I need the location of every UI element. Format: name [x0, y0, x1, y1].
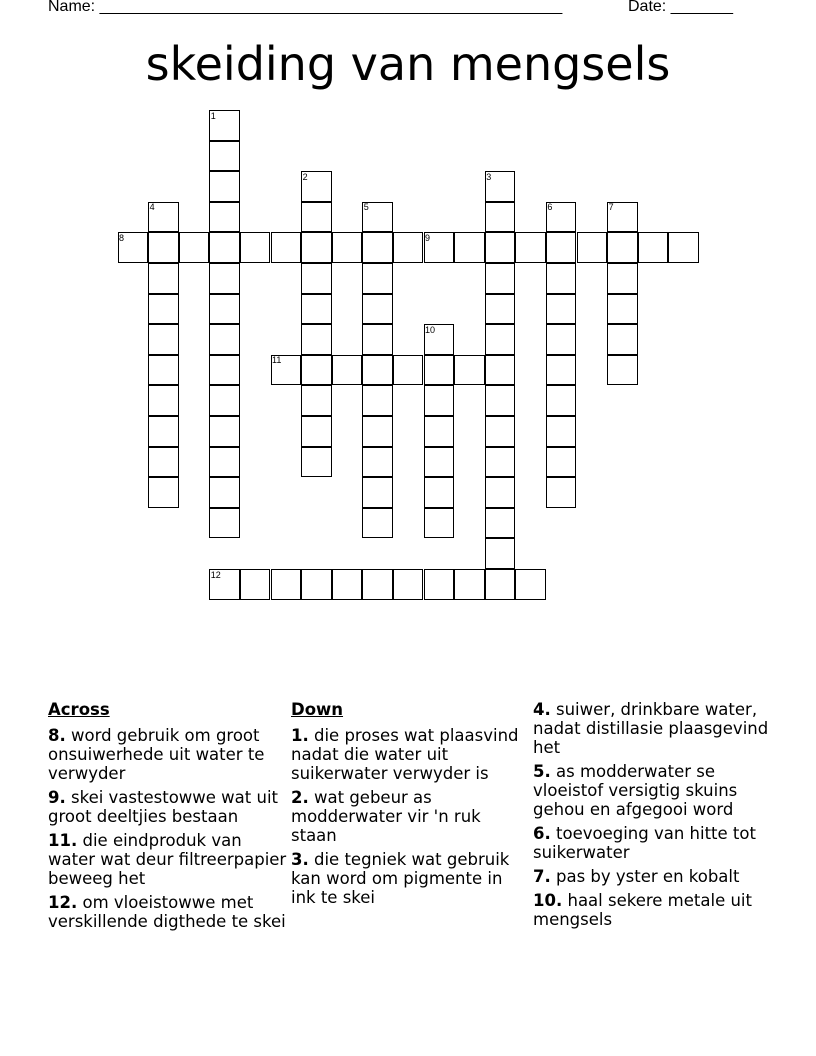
- clue-text: om vloeistowwe met verskillende digthede te skei: [48, 893, 286, 931]
- grid-cell[interactable]: [607, 324, 638, 355]
- grid-cell[interactable]: [454, 232, 485, 263]
- grid-cell[interactable]: [362, 508, 393, 539]
- clues-column-1: [48, 700, 288, 936]
- grid-cell[interactable]: [362, 447, 393, 478]
- grid-cell[interactable]: [424, 385, 455, 416]
- grid-cell[interactable]: [424, 508, 455, 539]
- clue-text: die tegniek wat gebruik kan word om pigmente in ink te skei: [291, 850, 510, 907]
- grid-cell[interactable]: [515, 569, 546, 600]
- clue-number: 9: [425, 232, 431, 243]
- grid-cell[interactable]: [301, 416, 332, 447]
- clue-text: pas by yster en kobalt: [556, 867, 740, 886]
- clue: [291, 788, 531, 845]
- grid-cell[interactable]: [148, 294, 179, 325]
- grid-cell[interactable]: [332, 232, 363, 263]
- clue-number: 8.: [48, 726, 66, 745]
- clue-number: 2.: [291, 788, 309, 807]
- clue-number: 1: [210, 110, 216, 121]
- clue: [533, 867, 773, 886]
- grid-cell[interactable]: [485, 294, 516, 325]
- grid-cell[interactable]: [362, 232, 393, 263]
- grid-cell[interactable]: [148, 324, 179, 355]
- clue-number: 4: [149, 202, 155, 213]
- grid-cell[interactable]: [301, 569, 332, 600]
- grid-cell[interactable]: [546, 385, 577, 416]
- clue-text: wat gebeur as modderwater vir 'n ruk staan: [291, 788, 481, 845]
- grid-cell[interactable]: [424, 355, 455, 386]
- grid-cell[interactable]: [424, 477, 455, 508]
- grid-cell[interactable]: [148, 263, 179, 294]
- grid-cell[interactable]: [485, 416, 516, 447]
- clue: [533, 824, 773, 862]
- grid-cell[interactable]: [515, 232, 546, 263]
- grid-cell[interactable]: [209, 508, 240, 539]
- clue-text: word gebruik om groot onsuiwerhede uit water te verwyder: [48, 726, 265, 783]
- grid-cell[interactable]: [546, 355, 577, 386]
- grid-cell[interactable]: [485, 385, 516, 416]
- grid-cell[interactable]: [485, 447, 516, 478]
- grid-cell[interactable]: [362, 294, 393, 325]
- clue-number: 6: [547, 202, 553, 213]
- grid-cell[interactable]: [577, 232, 608, 263]
- puzzle-title: skeiding van mengsels: [145, 37, 671, 91]
- clue-text: die proses wat plaasvind nadat die water uit suikerwater verwyder is: [291, 726, 519, 783]
- grid-cell[interactable]: [301, 263, 332, 294]
- grid-cell[interactable]: [301, 294, 332, 325]
- grid-cell[interactable]: [209, 416, 240, 447]
- grid-cell[interactable]: [301, 385, 332, 416]
- grid-cell[interactable]: [485, 202, 516, 233]
- down-heading: Down: [291, 700, 344, 719]
- grid-cell[interactable]: [271, 569, 302, 600]
- grid-cell[interactable]: [362, 263, 393, 294]
- grid-cell[interactable]: [485, 538, 516, 569]
- grid-cell[interactable]: [638, 232, 669, 263]
- clue-number: 10: [425, 324, 436, 335]
- grid-cell[interactable]: [209, 141, 240, 172]
- clue: [291, 850, 531, 907]
- grid-cell[interactable]: [485, 263, 516, 294]
- grid-cell[interactable]: [332, 569, 363, 600]
- clue-text: toevoeging van hitte tot suikerwater: [533, 824, 756, 862]
- grid-cell[interactable]: [485, 508, 516, 539]
- grid-cell[interactable]: [485, 477, 516, 508]
- grid-cell[interactable]: [301, 447, 332, 478]
- grid-cell[interactable]: [393, 232, 424, 263]
- clue-number: 7.: [533, 867, 551, 886]
- grid-cell[interactable]: [362, 355, 393, 386]
- clue-number: 11.: [48, 831, 78, 850]
- grid-cell[interactable]: [362, 416, 393, 447]
- clue: [533, 762, 773, 819]
- grid-cell[interactable]: [393, 355, 424, 386]
- date-label: Date: _______: [628, 0, 733, 15]
- grid-cell[interactable]: [209, 355, 240, 386]
- grid-cell[interactable]: [301, 202, 332, 233]
- grid-cell[interactable]: [332, 355, 363, 386]
- grid-cell[interactable]: [148, 447, 179, 478]
- grid-cell[interactable]: [485, 569, 516, 600]
- grid-cell[interactable]: [485, 355, 516, 386]
- clue-text: die eindproduk van water wat deur filtreerpapier beweeg het: [48, 831, 287, 888]
- grid-cell[interactable]: [424, 569, 455, 600]
- grid-cell[interactable]: [209, 202, 240, 233]
- grid-cell[interactable]: [148, 477, 179, 508]
- clue: [533, 891, 773, 929]
- grid-cell[interactable]: [362, 569, 393, 600]
- clue-number: 7: [608, 202, 614, 213]
- name-label: Name: ____________________________________________________: [48, 0, 563, 15]
- grid-cell[interactable]: [271, 232, 302, 263]
- clues-column-3: [533, 700, 773, 934]
- grid-cell[interactable]: [362, 477, 393, 508]
- grid-cell[interactable]: [148, 385, 179, 416]
- grid-cell[interactable]: [485, 324, 516, 355]
- clue-number: 2: [302, 171, 308, 182]
- grid-cell[interactable]: [454, 355, 485, 386]
- grid-cell[interactable]: [668, 232, 699, 263]
- clue-number: 4.: [533, 700, 551, 719]
- grid-cell[interactable]: [546, 477, 577, 508]
- grid-cell[interactable]: [607, 263, 638, 294]
- grid-cell[interactable]: [301, 355, 332, 386]
- clue-number: 12.: [48, 893, 78, 912]
- grid-cell[interactable]: [240, 232, 271, 263]
- grid-cell[interactable]: [209, 171, 240, 202]
- grid-cell[interactable]: [179, 232, 210, 263]
- clue: [48, 893, 288, 931]
- grid-cell[interactable]: [209, 447, 240, 478]
- grid-cell[interactable]: [546, 324, 577, 355]
- grid-cell[interactable]: [240, 569, 271, 600]
- clue-number: 8: [119, 232, 125, 243]
- clue: [533, 700, 773, 757]
- grid-cell[interactable]: [209, 294, 240, 325]
- grid-cell[interactable]: [546, 447, 577, 478]
- grid-cell[interactable]: [393, 569, 424, 600]
- grid-cell[interactable]: [546, 416, 577, 447]
- clues-column-2: [291, 700, 531, 912]
- clue-number: 5.: [533, 762, 551, 781]
- grid-cell[interactable]: [607, 232, 638, 263]
- grid-cell[interactable]: [301, 324, 332, 355]
- grid-cell[interactable]: [148, 232, 179, 263]
- clue-number: 10.: [533, 891, 563, 910]
- grid-cell[interactable]: [454, 569, 485, 600]
- grid-cell[interactable]: [209, 385, 240, 416]
- clue-number: 12: [210, 569, 221, 580]
- grid-cell[interactable]: [362, 324, 393, 355]
- grid-cell[interactable]: [362, 385, 393, 416]
- clue-text: haal sekere metale uit mengsels: [533, 891, 752, 929]
- grid-cell[interactable]: [546, 263, 577, 294]
- clue: [48, 726, 288, 783]
- grid-cell[interactable]: [607, 355, 638, 386]
- grid-cell[interactable]: [301, 232, 332, 263]
- clue-number: 3.: [291, 850, 309, 869]
- clue-number: 9.: [48, 788, 66, 807]
- clue-text: skei vastestowwe wat uit groot deeltjies bestaan: [48, 788, 279, 826]
- clue-text: suiwer, drinkbare water, nadat distillasie plaasgevind het: [533, 700, 769, 757]
- clue: [48, 788, 288, 826]
- clue: [291, 726, 531, 783]
- grid-cell[interactable]: [607, 294, 638, 325]
- grid-cell[interactable]: [148, 416, 179, 447]
- grid-cell[interactable]: [485, 232, 516, 263]
- grid-cell[interactable]: [424, 416, 455, 447]
- clue: [48, 831, 288, 888]
- clue-number: 11: [272, 355, 282, 366]
- across-heading: Across: [48, 700, 110, 719]
- grid-cell[interactable]: [209, 324, 240, 355]
- clue-text: as modderwater se vloeistof versigtig skuins gehou en afgegooi word: [533, 762, 738, 819]
- clue-number: 5: [363, 202, 369, 213]
- clue-number: 6.: [533, 824, 551, 843]
- grid-cell[interactable]: [148, 355, 179, 386]
- grid-cell[interactable]: [209, 232, 240, 263]
- grid-cell[interactable]: [209, 477, 240, 508]
- grid-cell[interactable]: [546, 232, 577, 263]
- clue-number: 1.: [291, 726, 309, 745]
- grid-cell[interactable]: [546, 294, 577, 325]
- grid-cell[interactable]: [424, 447, 455, 478]
- clue-number: 3: [486, 171, 492, 182]
- grid-cell[interactable]: [209, 263, 240, 294]
